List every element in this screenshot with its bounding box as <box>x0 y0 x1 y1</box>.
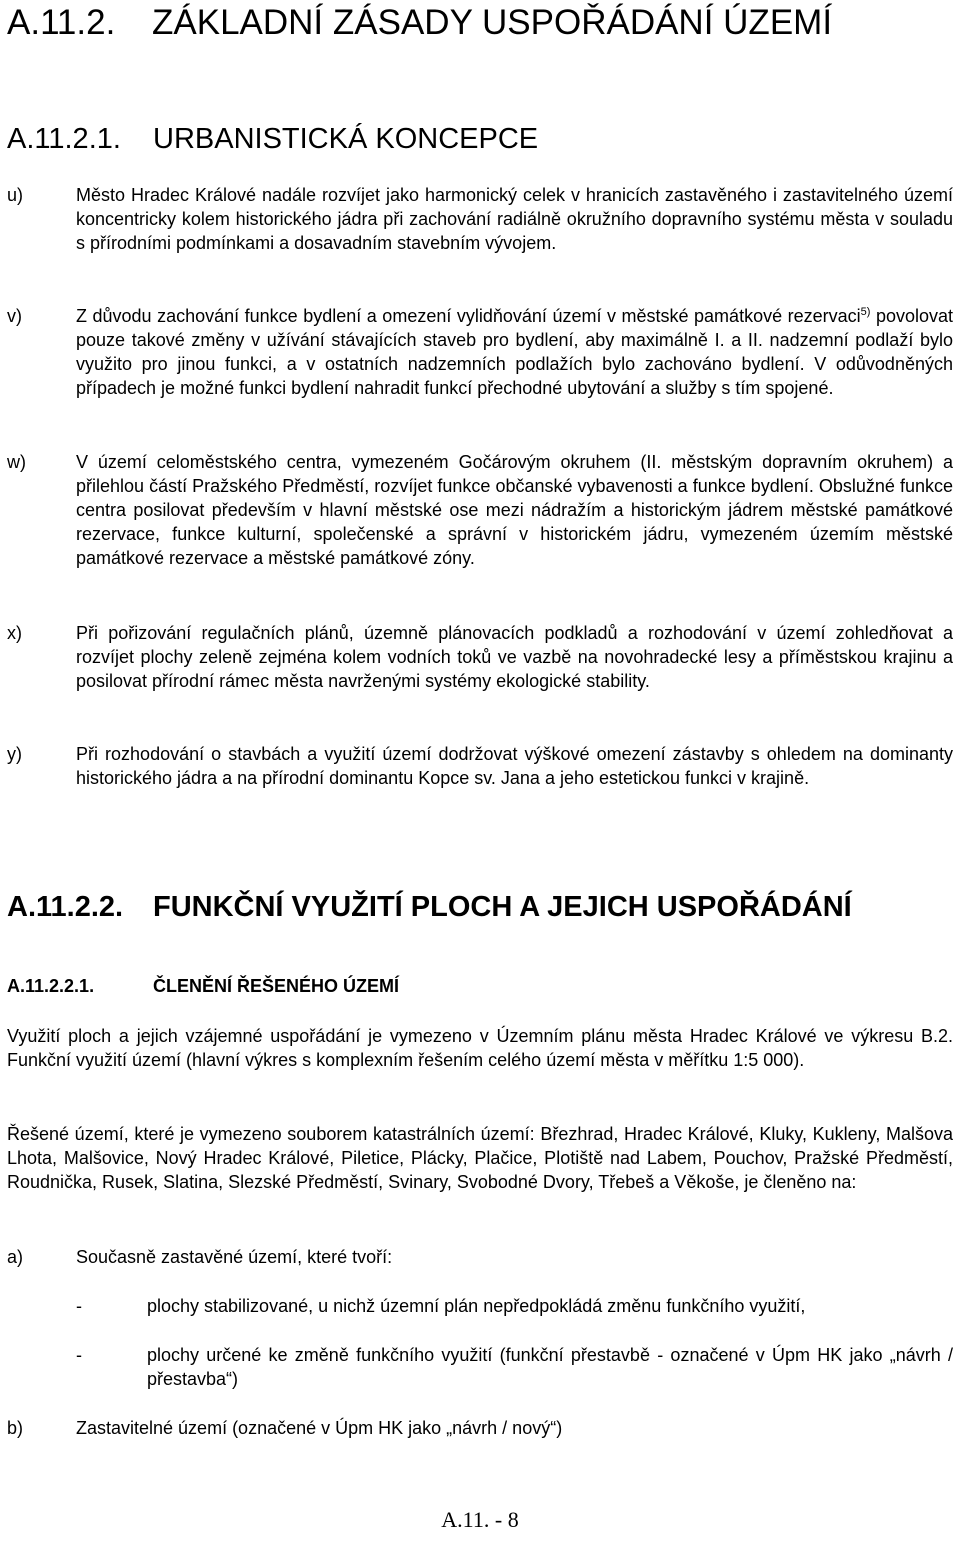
item-y-text: Při rozhodování o stavbách a využití území dodržovat výškové omezení zástavby s ohledem na dominanty historického jádra a na přírodní dominantu Kopce sv. Jana a jeho estetickou funkci v krajině. <box>76 744 953 788</box>
item-b-marker: b) <box>7 1418 24 1438</box>
item-v-text-a: Z důvodu zachování funkce bydlení a omezení vylidňování území v městské památkové rezervaci <box>76 306 861 326</box>
item-u-marker: u) <box>7 185 24 205</box>
item-y-marker: y) <box>7 744 22 764</box>
item-v-marker: v) <box>7 306 22 326</box>
item-w-text: V území celoměstského centra, vymezeném Gočárovým okruhem (II. městským dopravním okruhem) a přilehlou částí Pražského Předměstí, rozvíjet funkce občanské vybavenosti a funkce bydlení. Obslužné funkce centra posilovat především v hlavní městské ose mezi nádražím a historickým jádrem městské památkové rezervace, funkce kulturní, společenské a správní v historickém jádru, vymezeném územím městské památkové rezervace a městské památkové zóny. <box>76 452 953 568</box>
item-x-marker: x) <box>7 623 22 643</box>
paragraph-usage: Využití ploch a jejich vzájemné uspořádání je vymezeno v Územním plánu města Hradec Králové ve výkresu B.2. Funkční využití území (hlavní výkres s komplexním řešením celého území města v měřítku 1:5 000). <box>7 1026 953 1070</box>
section2-title: FUNKČNÍ VYUŽITÍ PLOCH A JEJICH USPOŘÁDÁNÍ <box>153 891 852 923</box>
section3-number: A.11.2.2.1. <box>7 976 95 996</box>
section3-title: ČLENĚNÍ ŘEŠENÉHO ÚZEMÍ <box>153 976 400 996</box>
item-b-text: Zastavitelné území (označené v Úpm HK jako „návrh / nový“) <box>76 1418 563 1438</box>
item-v-text-b: povolovat pouze takové změny v užívání stávajících staveb pro bydlení, aby maximálně I. a II. nadzemní podlaží bylo využito pro jinou funkci, a v ostatních nadzemních podlažích bylo zachováno bydlení. V odůvodněných případech je možné funkci bydlení nahradit funkcí přechodné ubytování a služby s tím spojené. <box>76 306 953 398</box>
item-v-text <box>76 304 953 400</box>
main-heading-number: A.11.2. <box>7 3 116 42</box>
section1-title: URBANISTICKÁ KONCEPCE <box>153 123 539 155</box>
dash-1-marker: - <box>76 1296 82 1316</box>
item-x-text: Při pořizování regulačních plánů, územně plánovacích podkladů a rozhodování v území zohledňovat a rozvíjet plochy zeleně zejména kolem vodních toků ve vazbě na novohradecké lesy a příměstskou krajinu a posilovat přírodní rámec města navrženými systémy ekologické stability. <box>76 623 953 691</box>
paragraph-cadastral: Řešené území, které je vymezeno souborem katastrálních území: Březhrad, Hradec Králové, Kluky, Kukleny, Malšova Lhota, Malšovice, Nový Hradec Králové, Piletice, Plácky, Plačice, Plotiště nad Labem, Pouchov, Pražské Předměstí, Roudnička, Rusek, Slatina, Slezské Předměstí, Svinary, Svobodné Dvory, Třebeš a Věkoše, je členěno na: <box>7 1124 953 1192</box>
section2-number: A.11.2.2. <box>7 891 124 923</box>
item-a-marker: a) <box>7 1247 24 1267</box>
item-a-text: Současně zastavěné území, které tvoří: <box>76 1247 393 1267</box>
section1-number: A.11.2.1. <box>7 123 121 155</box>
item-u-text: Město Hradec Králové nadále rozvíjet jako harmonický celek v hranicích zastavěného i zastavitelného území koncentricky kolem historického jádra při zachování radiálně okružního dopravního systému města v souladu s přírodními podmínkami a dosavadním stavebním vývojem. <box>76 185 953 253</box>
dash-2-text: plochy určené ke změně funkčního využití (funkční přestavbě - označené v Úpm HK jako „návrh / přestavba“) <box>147 1345 953 1389</box>
dash-2-marker: - <box>76 1345 82 1365</box>
page-number: A.11. - 8 <box>441 1507 519 1532</box>
main-heading-title: ZÁKLADNÍ ZÁSADY USPOŘÁDÁNÍ ÚZEMÍ <box>152 3 833 42</box>
footnote-ref: 5) <box>860 306 871 318</box>
item-w-marker: w) <box>7 452 26 472</box>
dash-1-text: plochy stabilizované, u nichž územní plán nepředpokládá změnu funkčního využití, <box>147 1296 806 1316</box>
